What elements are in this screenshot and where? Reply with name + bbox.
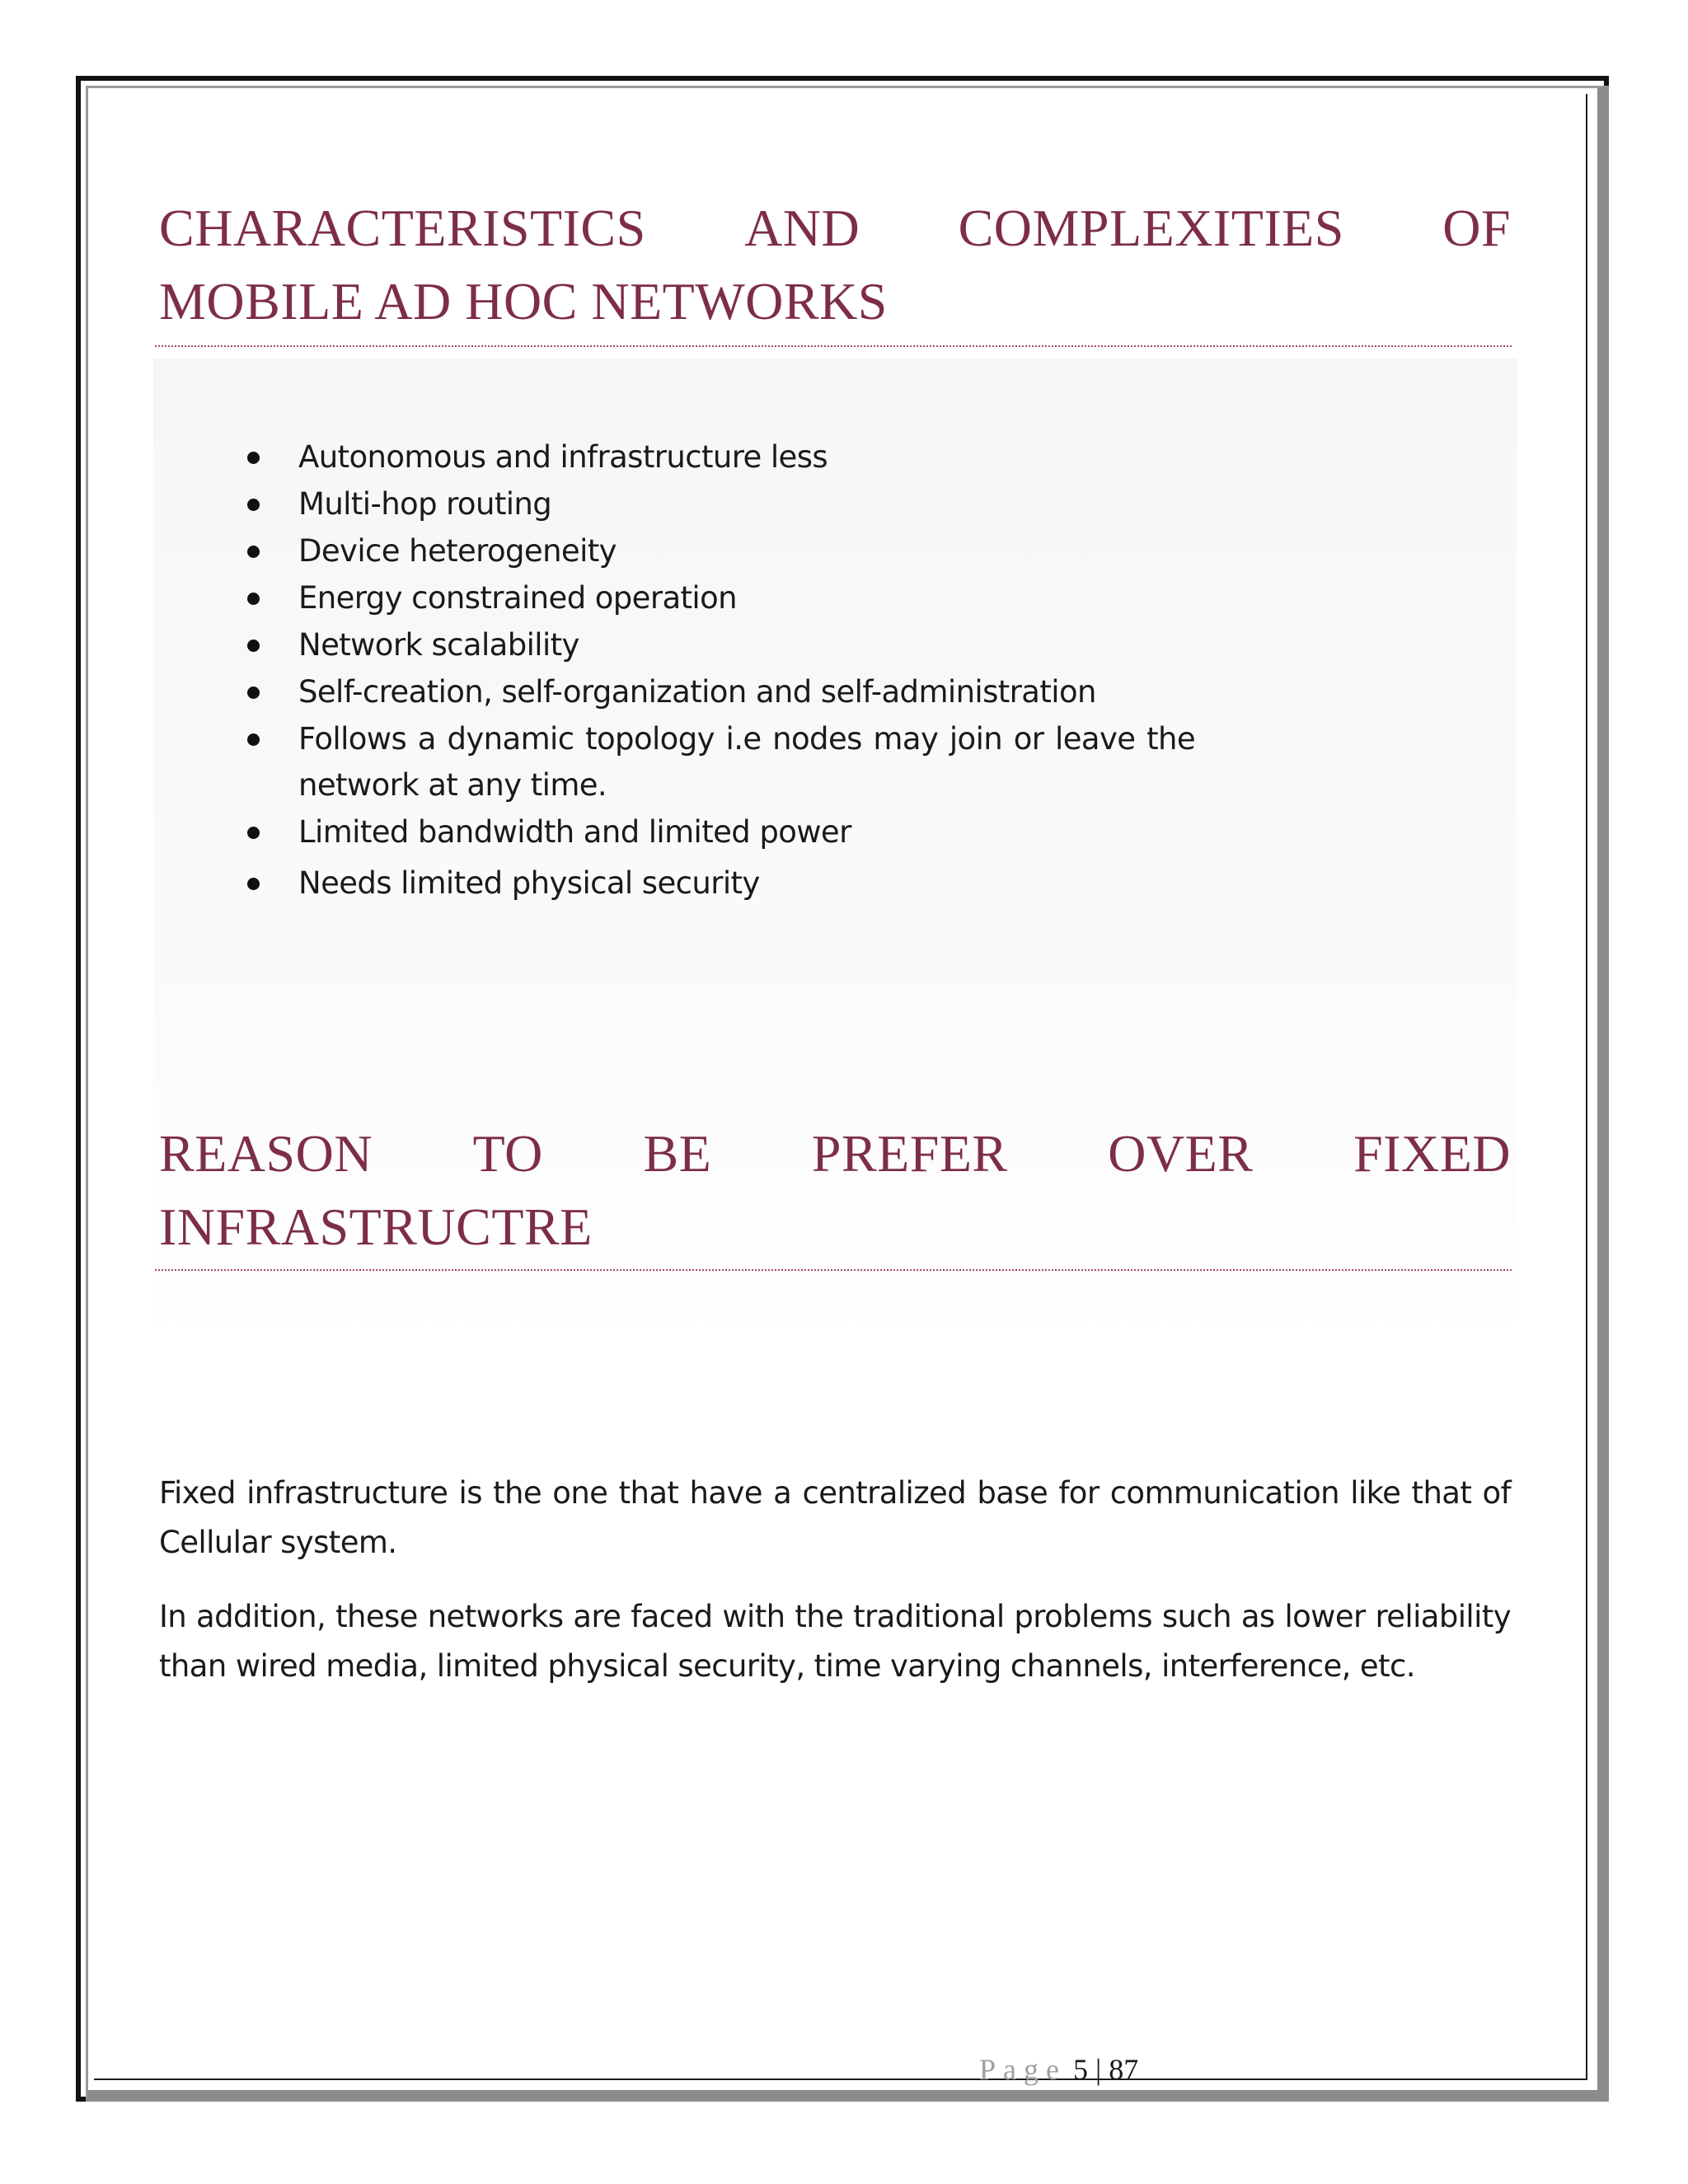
paragraph-fixed-infrastructure: Fixed infrastructure is the one that have a centralized base for communication like that of Cellular system. <box>159 1475 1511 1560</box>
heading-line-2: MOBILE AD HOC NETWORKS <box>159 272 888 330</box>
heading-word: PREFER <box>811 1124 1008 1183</box>
heading-word: COMPLEXITIES <box>958 199 1344 257</box>
list-item: Network scalability <box>247 622 1195 668</box>
heading-word: CHARACTERISTICS <box>159 199 646 257</box>
section-heading-characteristics <box>159 191 1511 338</box>
page-label: Page <box>979 2053 1067 2086</box>
heading-word: TO <box>472 1124 543 1183</box>
heading-word: BE <box>643 1124 712 1183</box>
bullet-icon <box>247 640 260 652</box>
list-item: Energy constrained operation <box>247 575 1195 621</box>
list-item: Limited bandwidth and limited power <box>247 809 1195 855</box>
bullet-icon <box>247 546 260 558</box>
heading-line-1 <box>159 1117 1511 1190</box>
page-footer <box>979 2052 1138 2087</box>
paragraph-addition: In addition, these networks are faced with the traditional problems such as lower reliability than wired media, limited physical security, time varying channels, interference, etc. <box>159 1599 1511 1684</box>
heading-word: REASON <box>159 1124 373 1183</box>
list-item: Multi-hop routing <box>247 481 1195 527</box>
heading-line-2: INFRASTRUCTRE <box>159 1197 593 1256</box>
bullet-icon <box>247 593 260 605</box>
bullet-icon <box>247 827 260 839</box>
heading-word: AND <box>744 199 860 257</box>
page-number: 5 | 87 <box>1072 2053 1139 2086</box>
list-item: Needs limited physical security <box>247 860 1195 907</box>
section-heading-reason <box>159 1117 1511 1263</box>
bullet-icon <box>247 452 260 464</box>
bullet-icon <box>247 499 260 511</box>
characteristics-list <box>247 434 1195 907</box>
heading-divider <box>155 1269 1512 1271</box>
heading-word: OF <box>1442 199 1511 257</box>
bullet-icon <box>247 687 260 699</box>
list-item: Autonomous and infrastructure less <box>247 434 1195 480</box>
bullet-icon <box>247 878 260 890</box>
bullet-icon <box>247 733 260 746</box>
heading-word: FIXED <box>1353 1124 1511 1183</box>
list-item: Self-creation, self-organization and self-administration <box>247 669 1195 715</box>
heading-divider <box>155 345 1512 347</box>
heading-line-1 <box>159 191 1511 265</box>
list-item: Follows a dynamic topology i.e nodes may join or leave the network at any time. <box>247 716 1195 808</box>
heading-word: OVER <box>1108 1124 1254 1183</box>
list-item: Device heterogeneity <box>247 528 1195 574</box>
